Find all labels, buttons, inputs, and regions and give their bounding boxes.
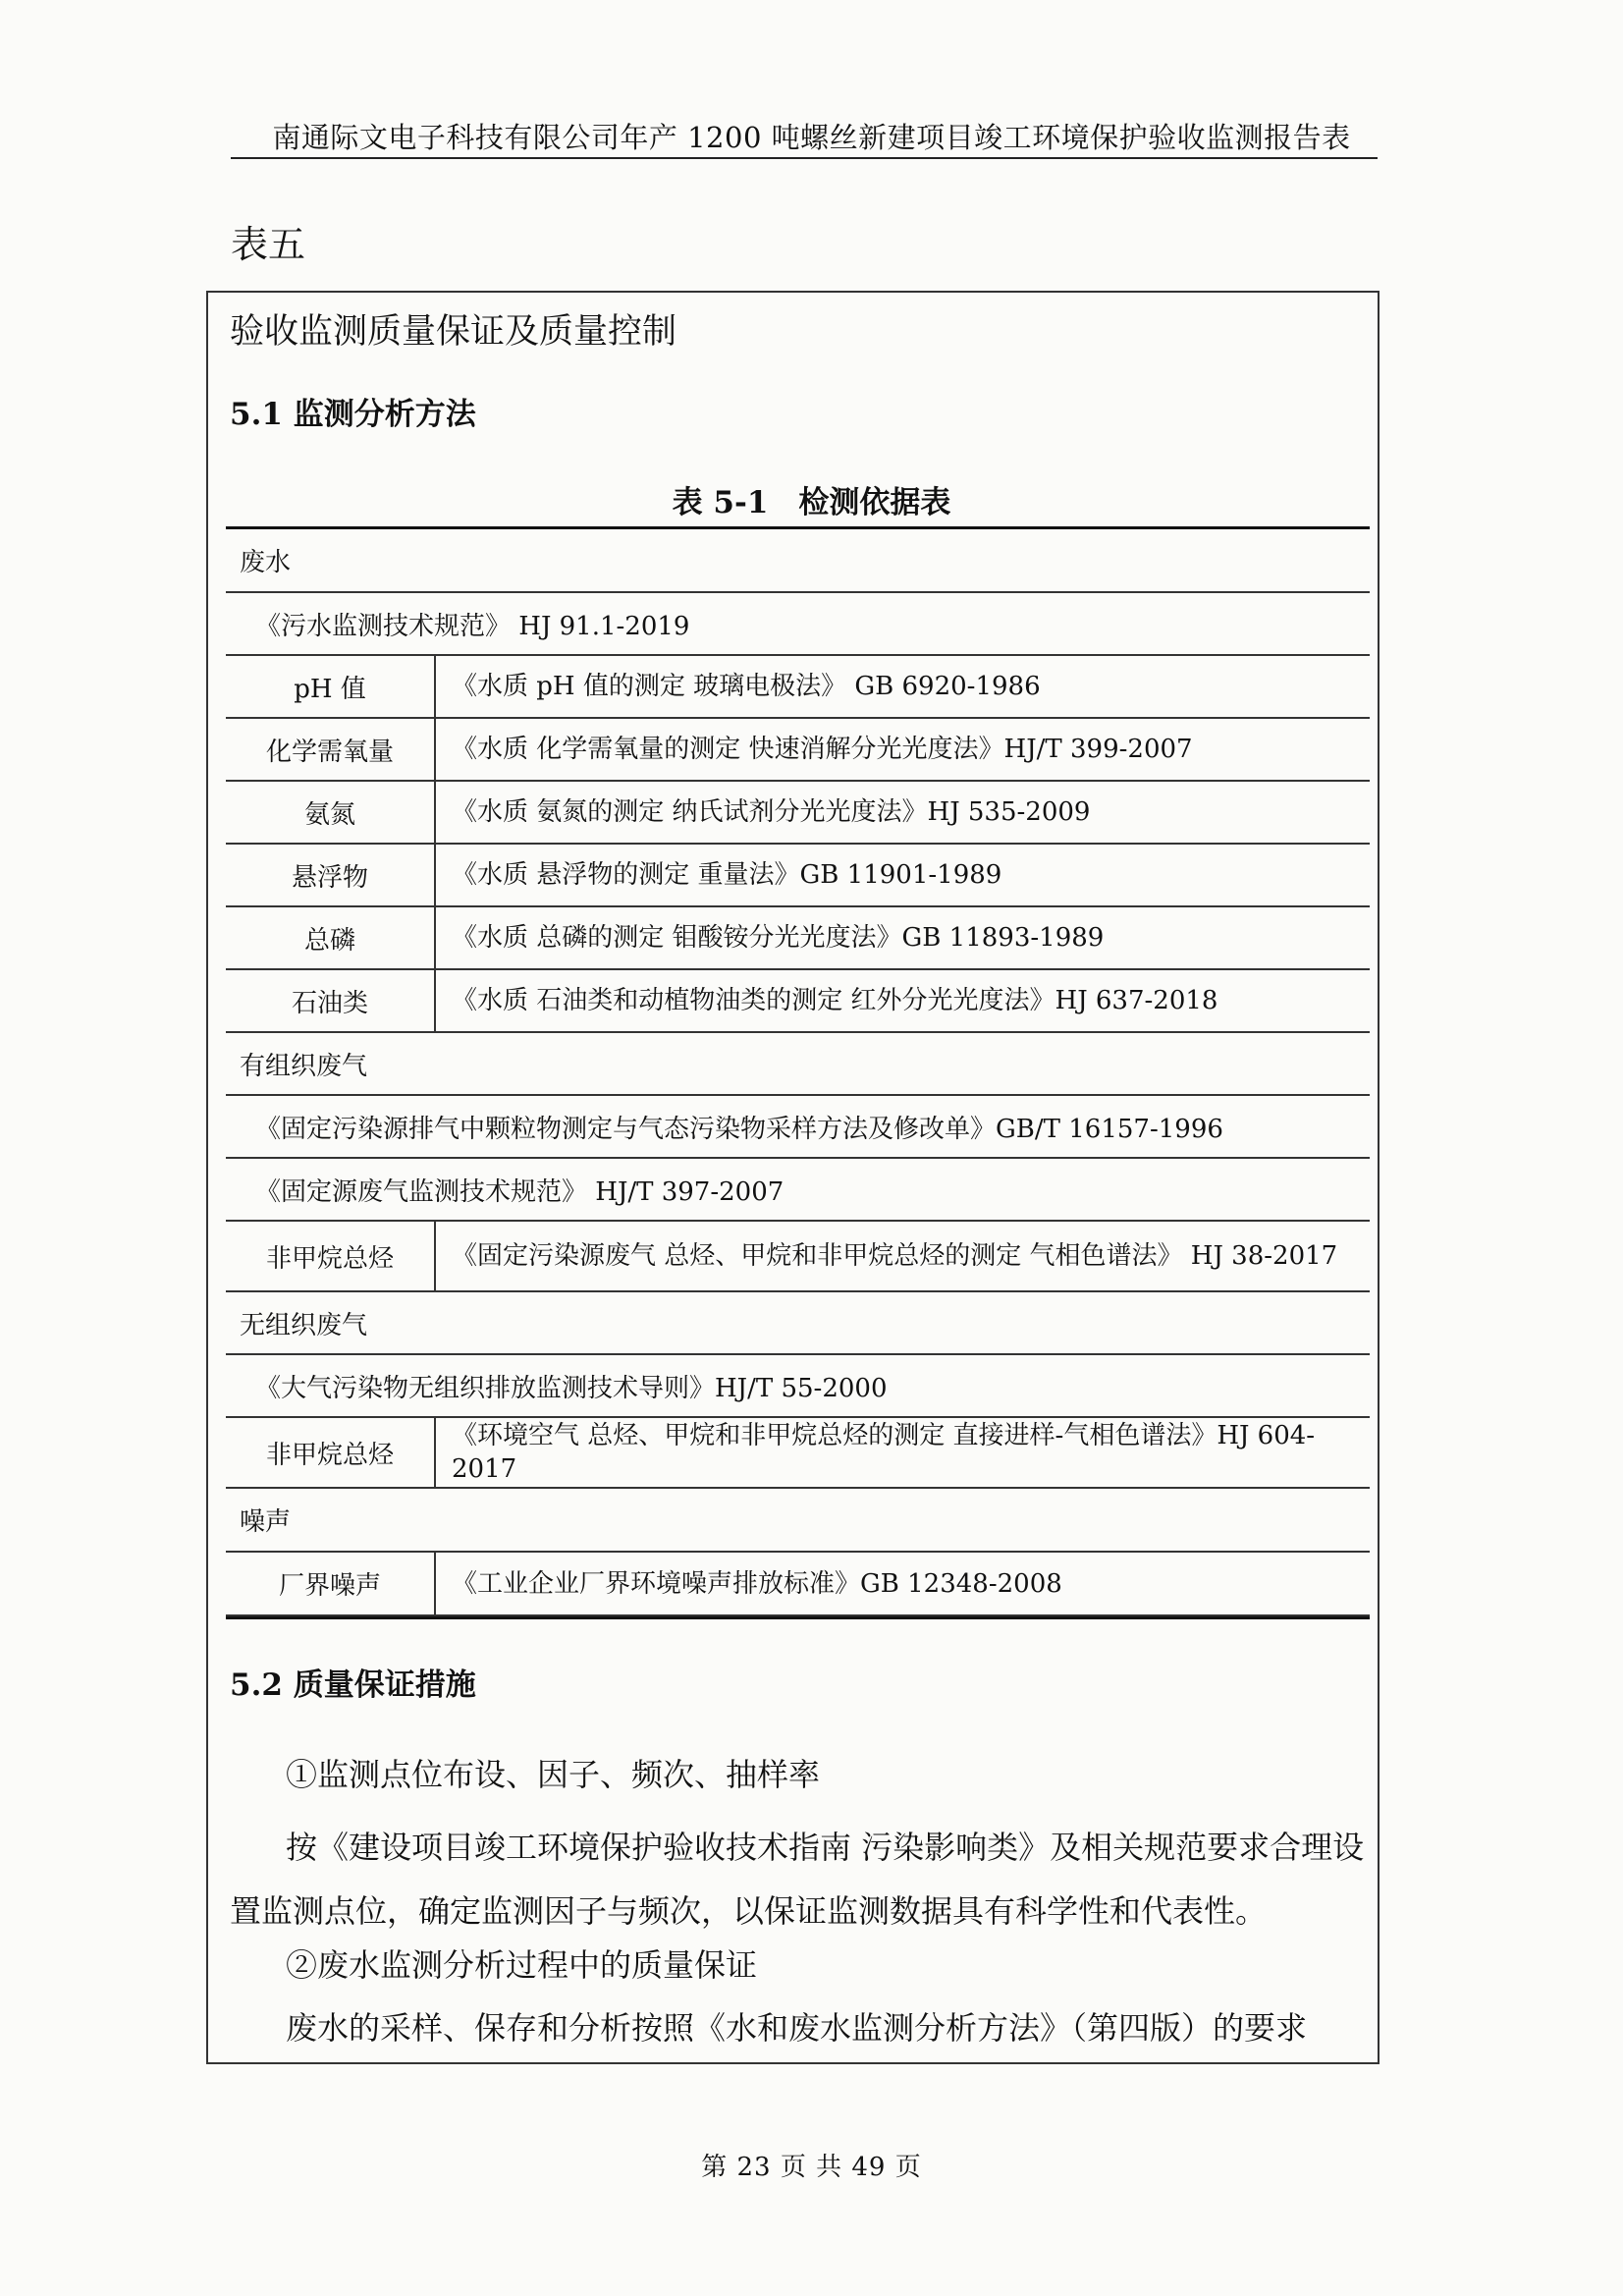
table-row: [226, 1418, 1370, 1489]
paragraph: ②废水监测分析过程中的质量保证: [286, 1946, 758, 1984]
reference-text: 《固定污染源排气中颗粒物测定与气态污染物采样方法及修改单》GB/T 16157-1996: [255, 1114, 1223, 1144]
category-label: 有组织废气: [240, 1051, 368, 1081]
table-row: [226, 656, 1370, 719]
table-bottom-rule: [226, 1616, 1370, 1619]
paragraph: 按《建设项目竣工环境保护验收技术指南 污染影响类》及相关规范要求合理设置监测点位，确定监测因子与频次，以保证监测数据具有科学性和代表性。: [230, 1829, 1365, 1930]
table-5-1-title: 表 5-1 检测依据表: [672, 485, 951, 520]
method-standard: 《水质 石油类和动植物油类的测定 红外分光光度法》HJ 637-2018: [434, 970, 1370, 1031]
method-standard: 《环境空气 总烃、甲烷和非甲烷总烃的测定 直接进样-气相色谱法》HJ 604-2017: [434, 1418, 1370, 1487]
method-standard: 《水质 化学需氧量的测定 快速消解分光光度法》HJ/T 399-2007: [434, 719, 1370, 780]
table-category-row: [226, 1033, 1370, 1096]
table-row: [226, 845, 1370, 907]
header-divider: [231, 157, 1378, 159]
section-5-1-heading: 5.1 监测分析方法: [230, 397, 476, 432]
table-row: [226, 970, 1370, 1033]
table-reference-row: [226, 593, 1370, 656]
method-standard: 《水质 pH 值的测定 玻璃电极法》 GB 6920-1986: [434, 656, 1370, 717]
table-reference-row: [226, 1096, 1370, 1159]
method-standard: 《水质 总磷的测定 钼酸铵分光光度法》GB 11893-1989: [434, 907, 1370, 968]
reference-text: 《固定源废气监测技术规范》 HJ/T 397-2007: [255, 1176, 784, 1207]
parameter-name: 厂界噪声: [278, 1571, 381, 1601]
page-number: 第 23 页 共 49 页: [701, 2153, 922, 2182]
section-5-2-heading: 5.2 质量保证措施: [230, 1667, 476, 1703]
test-basis-table: [226, 526, 1370, 1619]
paragraph: 废水的采样、保存和分析按照《水和废水监测分析方法》（第四版）的要求: [286, 2009, 1308, 2047]
frame-heading: 验收监测质量保证及质量控制: [230, 312, 677, 352]
table-row: [226, 907, 1370, 970]
parameter-name: 化学需氧量: [265, 737, 394, 767]
table-category-row: [226, 529, 1370, 593]
table-category-row: [226, 1292, 1370, 1355]
paragraph: ①监测点位布设、因子、频次、抽样率: [286, 1756, 821, 1793]
method-standard: 《水质 氨氮的测定 纳氏试剂分光光度法》HJ 535-2009: [434, 782, 1370, 843]
reference-text: 《污水监测技术规范》 HJ 91.1-2019: [255, 611, 690, 641]
parameter-name: 悬浮物: [291, 862, 368, 893]
reference-text: 《大气污染物无组织排放监测技术导则》HJ/T 55-2000: [255, 1373, 888, 1403]
parameter-name: 氨氮: [303, 799, 355, 830]
table-row: [226, 1553, 1370, 1616]
table-category-row: [226, 1489, 1370, 1553]
report-header-title: 南通际文电子科技有限公司年产 1200 吨螺丝新建项目竣工环境保护验收监测报告表: [272, 121, 1351, 154]
section-label: 表五: [231, 223, 306, 266]
table-row: [226, 1222, 1370, 1292]
method-standard: 《固定污染源废气 总烃、甲烷和非甲烷总烃的测定 气相色谱法》 HJ 38-2017: [434, 1222, 1370, 1290]
category-label: 噪声: [240, 1507, 292, 1537]
parameter-name: 非甲烷总烃: [265, 1243, 394, 1274]
method-standard: 《水质 悬浮物的测定 重量法》GB 11901-1989: [434, 845, 1370, 905]
category-label: 废水: [240, 548, 292, 577]
table-row: [226, 782, 1370, 845]
table-reference-row: [226, 1159, 1370, 1222]
parameter-name: 总磷: [303, 925, 355, 956]
table-row: [226, 719, 1370, 782]
parameter-name: 非甲烷总烃: [265, 1440, 394, 1470]
method-standard: 《工业企业厂界环境噪声排放标准》GB 12348-2008: [434, 1553, 1370, 1614]
parameter-name: pH 值: [294, 674, 366, 704]
parameter-name: 石油类: [291, 988, 368, 1018]
table-reference-row: [226, 1355, 1370, 1418]
category-label: 无组织废气: [240, 1310, 368, 1340]
